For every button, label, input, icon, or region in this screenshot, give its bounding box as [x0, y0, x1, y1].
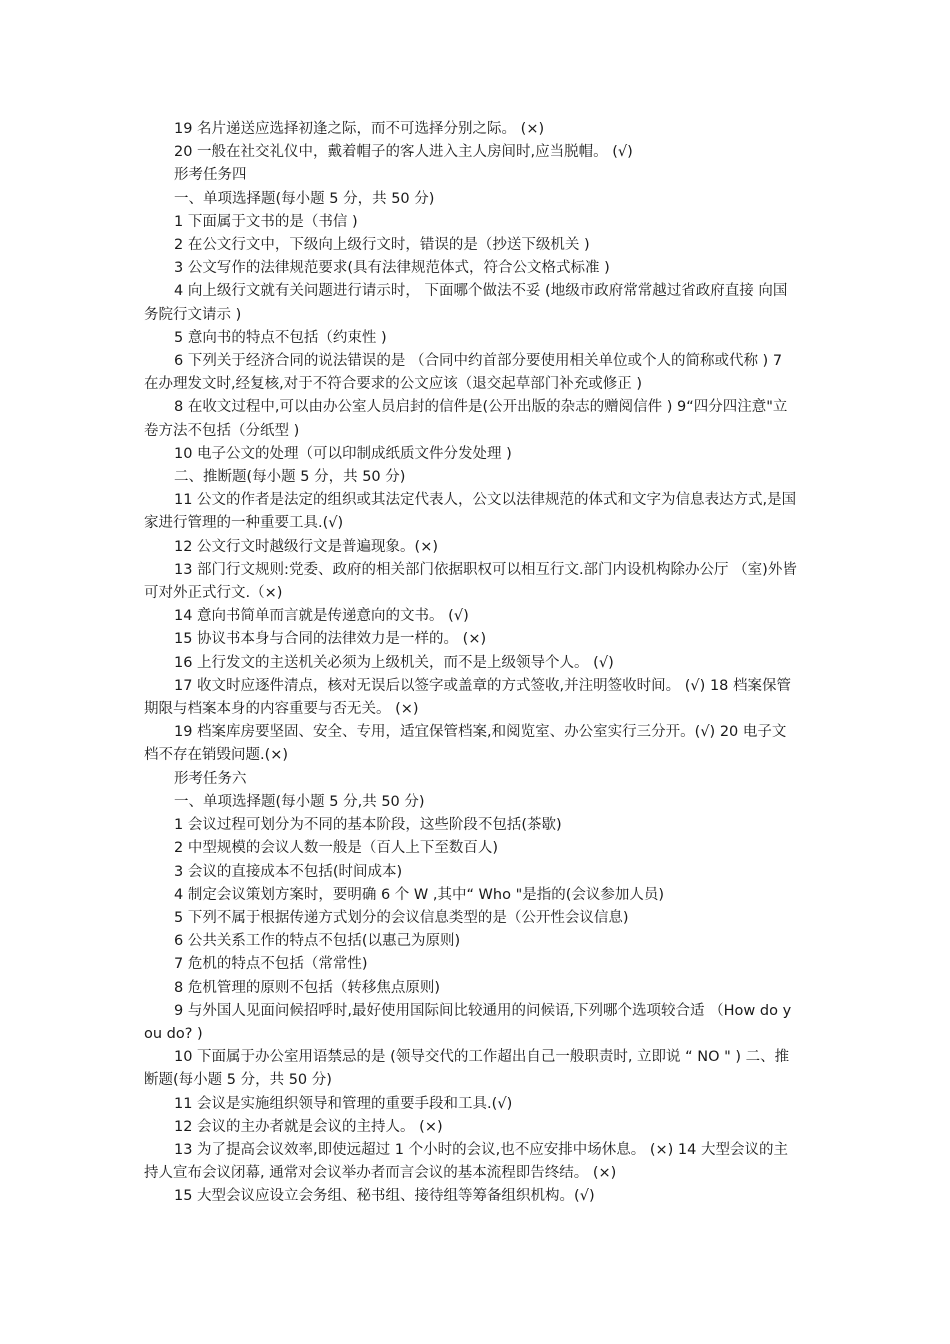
subsection-heading: 一、单项选择题(每小题 5 分，共 50 分) — [174, 190, 435, 207]
paragraph: 4 向上级行文就有关问题进行请示时， 下面哪个做法不妥 (地级市政府常常越过省政府直接 向国务院行文请示 ) — [144, 283, 788, 323]
paragraph: 2 中型规模的会议人数一般是（百人上下至数百人) — [174, 840, 498, 857]
paragraph: 6 公共关系工作的特点不包括(以惠己为原则) — [174, 933, 461, 950]
paragraph: 20 一般在社交礼仪中，戴着帽子的客人进入主人房间时,应当脱帽。 (√) — [174, 144, 633, 161]
paragraph: 16 上行发文的主送机关必须为上级机关，而不是上级领导个人。 (√) — [174, 654, 614, 671]
paragraph: 13 为了提高会议效率,即使远超过 1 个小时的会议,也不应安排中场休息。 (×) 14 大型会议的主持人宣布会议闭幕, 通常对会议举办者而言会议的基本流程即告终结。 (×) — [144, 1141, 788, 1182]
paragraph: 12 公文行文时越级行文是普遍现象。(×) — [174, 538, 439, 555]
paragraph: 12 会议的主办者就是会议的主持人。 (×) — [174, 1118, 443, 1135]
paragraph: 7 危机的特点不包括（常常性) — [174, 956, 368, 973]
paragraph: 10 电子公文的处理（可以印制成纸质文件分发处理 ) — [174, 445, 512, 462]
paragraph: 11 公文的作者是法定的组织或其法定代表人，公文以法律规范的体式和文字为信息表达方式,是国家进行管理的一种重要工具.(√) — [144, 492, 797, 532]
paragraph: 4 制定会议策划方案时，要明确 6 个 W ,其中“ Who "是指的(会议参加人员) — [174, 886, 665, 903]
section-heading: 形考任务四 — [174, 167, 247, 184]
paragraph: 8 在收文过程中,可以由办公室人员启封的信件是(公开出版的杂志的赠阅信件 ) 9“四分四注意"立卷方法不包括（分纸型 ) — [144, 399, 788, 439]
paragraph: 17 收文时应逐件清点，核对无误后以签字或盖章的方式签收,并注明签收时间。 (√) 18 档案保管期限与档案本身的内容重要与否无关。 (×) — [144, 677, 791, 718]
paragraph: 3 会议的直接成本不包括(时间成本) — [174, 863, 403, 880]
paragraph: 13 部门行文规则:党委、政府的相关部门依据职权可以相互行文.部门内设机构除办公厅 （室)外皆可对外正式行文.（×) — [144, 561, 797, 602]
paragraph: 5 下列不属于根据传递方式划分的会议信息类型的是（公开性会议信息) — [174, 909, 629, 926]
paragraph: 10 下面属于办公室用语禁忌的是 (领导交代的工作超出自己一般职责时, 立即说 “ NO " ) 二、推断题(每小题 5 分，共 50 分) — [144, 1049, 790, 1089]
section-heading: 形考任务六 — [174, 770, 247, 787]
document-page — [144, 118, 800, 1209]
paragraph: 19 档案库房要坚固、安全、专用，适宜保管档案,和阅览室、办公室实行三分开。(√) 20 电子文档不存在销毁问题.(×) — [144, 724, 787, 764]
paragraph: 14 意向书简单而言就是传递意向的文书。 (√) — [174, 608, 469, 625]
paragraph: 2 在公文行文中，下级向上级行文时，错误的是（抄送下级机关 ) — [174, 237, 590, 254]
paragraph: 8 危机管理的原则不包括（转移焦点原则) — [174, 979, 440, 996]
paragraph: 9 与外国人见面问候招呼时,最好使用国际间比较通用的问候语,下列哪个选项较合适 （How do you do? ) — [144, 1002, 792, 1042]
paragraph: 19 名片递送应选择初逢之际，而不可选择分别之际。 (×) — [174, 121, 545, 137]
paragraph: 15 大型会议应设立会务组、秘书组、接待组等筹备组织机构。(√) — [174, 1188, 595, 1205]
paragraph: 5 意向书的特点不包括（约束性 ) — [174, 329, 387, 346]
paragraph: 15 协议书本身与合同的法律效力是一样的。 (×) — [174, 631, 487, 648]
paragraph: 6 下列关于经济合同的说法错误的是 （合同中约首部分要使用相关单位或个人的简称或代称 ) 7 在办理发文时,经复核,对于不符合要求的公文应该（退交起草部门补充或修正 ) — [144, 353, 783, 393]
subsection-heading: 二、推断题(每小题 5 分，共 50 分) — [174, 469, 406, 486]
paragraph: 3 公文写作的法律规范要求(具有法律规范体式，符合公文格式标准 ) — [174, 260, 610, 277]
paragraph: 1 会议过程可划分为不同的基本阶段，这些阶段不包括(茶歇) — [174, 817, 562, 834]
paragraph: 11 会议是实施组织领导和管理的重要手段和工具.(√) — [174, 1095, 513, 1112]
subsection-heading: 一、单项选择题(每小题 5 分,共 50 分) — [174, 793, 425, 810]
paragraph: 1 下面属于文书的是（书信 ) — [174, 213, 358, 230]
